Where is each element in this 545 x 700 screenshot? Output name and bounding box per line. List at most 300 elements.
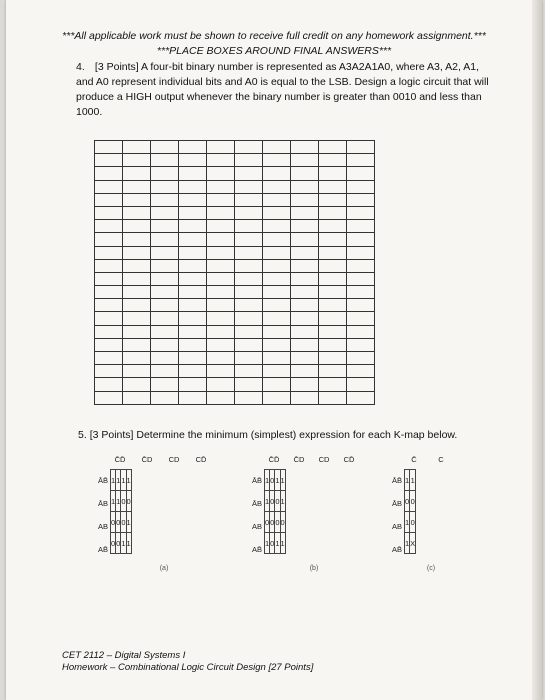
grid-cell [347, 299, 375, 312]
grid-row [95, 154, 375, 167]
grid-row [95, 378, 375, 391]
grid-cell [207, 378, 235, 391]
grid-cell [291, 378, 319, 391]
grid-cell [207, 286, 235, 299]
grid-cell [235, 378, 263, 391]
kmap-cells [264, 469, 286, 554]
grid-cell [179, 378, 207, 391]
grid-cell [263, 365, 291, 378]
grid-cell [151, 378, 179, 391]
kmap-cell: 1 [410, 470, 416, 491]
grid-cell [123, 180, 151, 193]
kmap-row [265, 470, 286, 491]
grid-row [95, 272, 375, 285]
grid-cell [235, 206, 263, 219]
kmap-row [111, 533, 132, 554]
grid-cell [123, 312, 151, 325]
grid-cell [207, 259, 235, 272]
kmap-cell: 0 [275, 491, 280, 512]
grid-row [95, 312, 375, 325]
kmap-column-label: C̄D̄ [114, 455, 126, 464]
kmap-cell: 1 [265, 533, 270, 554]
kmap-cell: 0 [405, 491, 410, 512]
grid-cell [95, 299, 123, 312]
grid-cell [179, 286, 207, 299]
kmap-row [265, 512, 286, 533]
grid-cell [319, 206, 347, 219]
grid-cell [95, 338, 123, 351]
grid-cell [291, 286, 319, 299]
grid-cell [347, 378, 375, 391]
grid-cell [291, 325, 319, 338]
footer [62, 650, 313, 674]
kmap-column-label: CD [318, 455, 330, 464]
kmap-cell: 0 [111, 512, 116, 533]
grid-cell [347, 180, 375, 193]
grid-cell [207, 141, 235, 154]
grid-cell [207, 246, 235, 259]
grid-cell [151, 299, 179, 312]
grid-cell [263, 352, 291, 365]
grid-cell [291, 338, 319, 351]
kmap-cell: 1 [275, 470, 280, 491]
grid-cell [151, 206, 179, 219]
grid-cell [291, 141, 319, 154]
grid-cell [235, 312, 263, 325]
grid-cell [291, 246, 319, 259]
grid-cell [123, 246, 151, 259]
kmap-cell: 0 [270, 533, 275, 554]
grid-cell [123, 193, 151, 206]
kmap-cell: 0 [111, 533, 116, 554]
grid-cell [95, 286, 123, 299]
question-4 [76, 60, 496, 120]
kmap-row-label: AB̄ [97, 545, 108, 554]
grid-row [95, 220, 375, 233]
grid-row [95, 206, 375, 219]
kmap-cell: 0 [116, 512, 121, 533]
grid-cell [207, 154, 235, 167]
kmap-row [111, 470, 132, 491]
grid-cell [123, 154, 151, 167]
grid-cell [151, 325, 179, 338]
kmap-row [405, 491, 416, 512]
grid-cell [95, 312, 123, 325]
grid-cell [263, 233, 291, 246]
grid-cell [235, 391, 263, 404]
grid-cell [95, 193, 123, 206]
grid-cell [347, 259, 375, 272]
kmap-cell: 1 [126, 512, 131, 533]
kmap-cell: 1 [405, 512, 410, 533]
grid-cell [319, 352, 347, 365]
grid-cell [347, 141, 375, 154]
kmap-row [111, 491, 132, 512]
kmap-cell: 0 [121, 491, 126, 512]
kmap-cell: 0 [275, 512, 280, 533]
kmap-row-label: ĀB̄ [97, 476, 108, 485]
grid-cell [319, 312, 347, 325]
grid-cell [263, 378, 291, 391]
footer-course: CET 2112 – Digital Systems I [62, 650, 186, 661]
grid-cell [151, 141, 179, 154]
grid-cell [347, 220, 375, 233]
kmap-row-label: ĀB̄ [391, 476, 402, 485]
grid-cell [123, 365, 151, 378]
grid-cell [319, 154, 347, 167]
kmap-row-label: AB [391, 522, 402, 531]
kmap-cell: 1 [121, 470, 126, 491]
grid-row [95, 180, 375, 193]
grid-cell [347, 312, 375, 325]
grid-cell [179, 272, 207, 285]
grid-cell [319, 338, 347, 351]
grid-cell [263, 312, 291, 325]
grid-cell [151, 286, 179, 299]
grid-cell [207, 220, 235, 233]
grid-cell [123, 391, 151, 404]
grid-cell [347, 154, 375, 167]
grid-cell [319, 220, 347, 233]
grid-cell [123, 299, 151, 312]
grid-cell [207, 391, 235, 404]
kmap-row [405, 533, 416, 554]
grid-cell [319, 378, 347, 391]
page-edge-shadow [532, 0, 542, 700]
grid-cell [179, 167, 207, 180]
grid-cell [235, 338, 263, 351]
grid-cell [319, 167, 347, 180]
kmap-column-label: C̄D [141, 455, 153, 464]
grid-cell [95, 378, 123, 391]
grid-cell [207, 272, 235, 285]
kmap-caption: (c) [426, 565, 436, 572]
grid-cell [179, 352, 207, 365]
blank-truth-table-grid [94, 140, 375, 405]
kmap-column-label: C̄D̄ [268, 455, 280, 464]
kmap-caption: (b) [309, 565, 319, 572]
grid-cell [123, 141, 151, 154]
kmap-cell: 1 [116, 470, 121, 491]
grid-cell [235, 352, 263, 365]
grid-cell [291, 206, 319, 219]
grid-cell [95, 233, 123, 246]
grid-cell [319, 259, 347, 272]
grid-cell [347, 352, 375, 365]
grid-cell [179, 206, 207, 219]
grid-cell [95, 206, 123, 219]
kmap-cell: 0 [265, 512, 270, 533]
grid-cell [179, 154, 207, 167]
grid-row [95, 233, 375, 246]
grid-cell [151, 272, 179, 285]
grid-cell [207, 193, 235, 206]
grid-cell [207, 365, 235, 378]
grid-cell [235, 272, 263, 285]
kmap-cell: 1 [126, 470, 131, 491]
kmap-column-label: CD [168, 455, 180, 464]
grid-cell [151, 391, 179, 404]
grid-row [95, 167, 375, 180]
grid-cell [235, 365, 263, 378]
grid-cell [263, 206, 291, 219]
grid-row [95, 259, 375, 272]
grid-cell [291, 312, 319, 325]
grid-cell [263, 167, 291, 180]
grid-cell [179, 220, 207, 233]
grid-cell [235, 180, 263, 193]
grid-cell [235, 299, 263, 312]
kmap-cell: 1 [116, 491, 121, 512]
grid-cell [95, 167, 123, 180]
grid-cell [347, 193, 375, 206]
grid-cell [179, 246, 207, 259]
kmap-row [405, 512, 416, 533]
grid-cell [151, 154, 179, 167]
grid-cell [291, 365, 319, 378]
grid-cell [263, 193, 291, 206]
grid-cell [95, 365, 123, 378]
grid-cell [291, 259, 319, 272]
grid-cell [319, 391, 347, 404]
kmap-cell: 0 [121, 512, 126, 533]
grid-cell [179, 365, 207, 378]
grid-cell [235, 154, 263, 167]
grid-cell [263, 338, 291, 351]
grid-cell [151, 193, 179, 206]
grid-cell [347, 167, 375, 180]
kmap-cell: 1 [405, 533, 410, 554]
kmap-cell: 1 [265, 491, 270, 512]
grid-cell [319, 365, 347, 378]
grid-cell [347, 246, 375, 259]
kmap-cell: 1 [405, 470, 410, 491]
grid-cell [151, 312, 179, 325]
grid-cell [123, 286, 151, 299]
kmap-column-label: C̄D [293, 455, 305, 464]
grid-cell [319, 286, 347, 299]
grid-cell [123, 352, 151, 365]
kmap-cell: 1 [265, 470, 270, 491]
grid-cell [207, 180, 235, 193]
grid-cell [151, 233, 179, 246]
grid-row [95, 338, 375, 351]
grid-cell [319, 272, 347, 285]
kmap-cell: 0 [410, 491, 416, 512]
grid-cell [347, 272, 375, 285]
kmap-cells [404, 469, 416, 554]
kmap-column-label: C [438, 455, 444, 464]
grid-cell [235, 141, 263, 154]
kmap-cell: 1 [111, 491, 116, 512]
grid-cell [263, 154, 291, 167]
kmap-cell: 1 [121, 533, 126, 554]
grid-cell [207, 352, 235, 365]
grid-cell [319, 180, 347, 193]
grid-cell [263, 246, 291, 259]
grid-cell [235, 167, 263, 180]
grid-cell [291, 167, 319, 180]
kmap-caption: (a) [159, 565, 169, 572]
grid-cell [207, 167, 235, 180]
grid-cell [263, 220, 291, 233]
kmap-column-label: CD̄ [343, 455, 355, 464]
grid-cell [123, 272, 151, 285]
grid-cell [291, 352, 319, 365]
grid-row [95, 299, 375, 312]
grid-cell [347, 338, 375, 351]
grid-cell [319, 193, 347, 206]
kmap-cell: 1 [280, 533, 285, 554]
grid-row [95, 325, 375, 338]
instructions-line-2: ***PLACE BOXES AROUND FINAL ANSWERS*** [156, 45, 392, 57]
kmap-row-label: ĀB [391, 499, 402, 508]
grid-cell [263, 141, 291, 154]
kmap-cell: 0 [280, 512, 285, 533]
grid-cell [179, 299, 207, 312]
kmap-cell: 1 [280, 491, 285, 512]
grid-cell [95, 325, 123, 338]
question-5-text: [3 Points] Determine the minimum (simplest) expression for each K-map below. [89, 429, 458, 441]
grid-cell [95, 259, 123, 272]
kmap-row-label: AB̄ [391, 545, 402, 554]
kmap-cell: 0 [270, 470, 275, 491]
kmap-column-label: C̄ [411, 455, 417, 464]
grid-cell [179, 325, 207, 338]
grid-cell [291, 233, 319, 246]
grid-cell [151, 180, 179, 193]
kmap-cells [110, 469, 132, 554]
grid-cell [179, 259, 207, 272]
grid-cell [151, 352, 179, 365]
footer-assignment: Homework – Combinational Logic Circuit Design [27 Points] [62, 662, 314, 673]
kmap-cell: 1 [111, 470, 116, 491]
grid-cell [235, 325, 263, 338]
grid-cell [179, 180, 207, 193]
instructions-line-1: ***All applicable work must be shown to receive full credit on any homework assignment.*** [62, 30, 486, 42]
grid-cell [151, 167, 179, 180]
kmap-column-label: CD̄ [195, 455, 207, 464]
grid-cell [319, 299, 347, 312]
grid-cell [179, 338, 207, 351]
grid-cell [347, 206, 375, 219]
grid-cell [291, 272, 319, 285]
grid-row [95, 141, 375, 154]
grid-cell [347, 365, 375, 378]
kmap-cell: 0 [116, 533, 121, 554]
grid-row [95, 391, 375, 404]
kmap-row [111, 512, 132, 533]
kmap-row-label: AB [97, 522, 108, 531]
grid-cell [95, 180, 123, 193]
grid-cell [207, 338, 235, 351]
grid-cell [263, 286, 291, 299]
grid-cell [123, 378, 151, 391]
grid-cell [347, 325, 375, 338]
grid-cell [207, 206, 235, 219]
kmap-row [265, 533, 286, 554]
grid-cell [263, 299, 291, 312]
kmap-cell: 1 [126, 533, 131, 554]
grid-cell [291, 391, 319, 404]
grid-cell [319, 325, 347, 338]
grid-cell [263, 272, 291, 285]
homework-page [6, 0, 542, 700]
grid-cell [179, 193, 207, 206]
kmap-cell: 0 [126, 491, 131, 512]
kmap-cell: 1 [280, 470, 285, 491]
grid-cell [151, 220, 179, 233]
kmap-row [405, 470, 416, 491]
grid-cell [347, 286, 375, 299]
grid-cell [291, 154, 319, 167]
grid-cell [291, 220, 319, 233]
grid-cell [347, 391, 375, 404]
grid-cell [123, 338, 151, 351]
grid-cell [207, 299, 235, 312]
kmap-cell: 0 [270, 512, 275, 533]
grid-cell [95, 391, 123, 404]
grid-cell [123, 206, 151, 219]
question-5-number: 5. [78, 429, 87, 441]
grid-cell [235, 193, 263, 206]
grid-row [95, 365, 375, 378]
grid-row [95, 352, 375, 365]
grid-cell [123, 259, 151, 272]
grid-cell [151, 246, 179, 259]
grid-cell [235, 259, 263, 272]
grid-cell [207, 312, 235, 325]
grid-cell [235, 233, 263, 246]
grid-cell [263, 391, 291, 404]
grid-cell [151, 338, 179, 351]
grid-cell [291, 299, 319, 312]
kmap-row-label: ĀB [97, 499, 108, 508]
question-4-text: [3 Points] A four-bit binary number is represented as A3A2A1A0, where A3, A2, A1, and A0 represent individual bits and A0 is equal to the LSB. Design a logic circuit that will produce a HIGH output whenever the binary number is greater than 0010 and less than 1000. [76, 61, 489, 118]
question-4-number: 4. [76, 61, 85, 73]
grid-cell [291, 193, 319, 206]
grid-cell [235, 246, 263, 259]
grid-cell [263, 325, 291, 338]
grid-cell [123, 167, 151, 180]
grid-cell [235, 286, 263, 299]
grid-cell [263, 259, 291, 272]
kmap-row-label: AB [251, 522, 262, 531]
grid-cell [179, 233, 207, 246]
kmap-cell: X [410, 533, 416, 554]
grid-cell [179, 141, 207, 154]
grid-row [95, 286, 375, 299]
question-5 [78, 428, 498, 443]
grid-cell [319, 246, 347, 259]
grid-row [95, 193, 375, 206]
grid-cell [95, 141, 123, 154]
grid-cell [235, 220, 263, 233]
kmap-row-label: ĀB [251, 499, 262, 508]
kmap-row-label: AB̄ [251, 545, 262, 554]
kmap-row-label: ĀB̄ [251, 476, 262, 485]
grid-row [95, 246, 375, 259]
grid-cell [179, 391, 207, 404]
kmap-cell: 1 [275, 533, 280, 554]
grid-cell [179, 312, 207, 325]
grid-cell [95, 352, 123, 365]
grid-cell [319, 141, 347, 154]
kmap-cell: 0 [410, 512, 416, 533]
grid-cell [95, 246, 123, 259]
grid-cell [95, 220, 123, 233]
grid-cell [95, 154, 123, 167]
